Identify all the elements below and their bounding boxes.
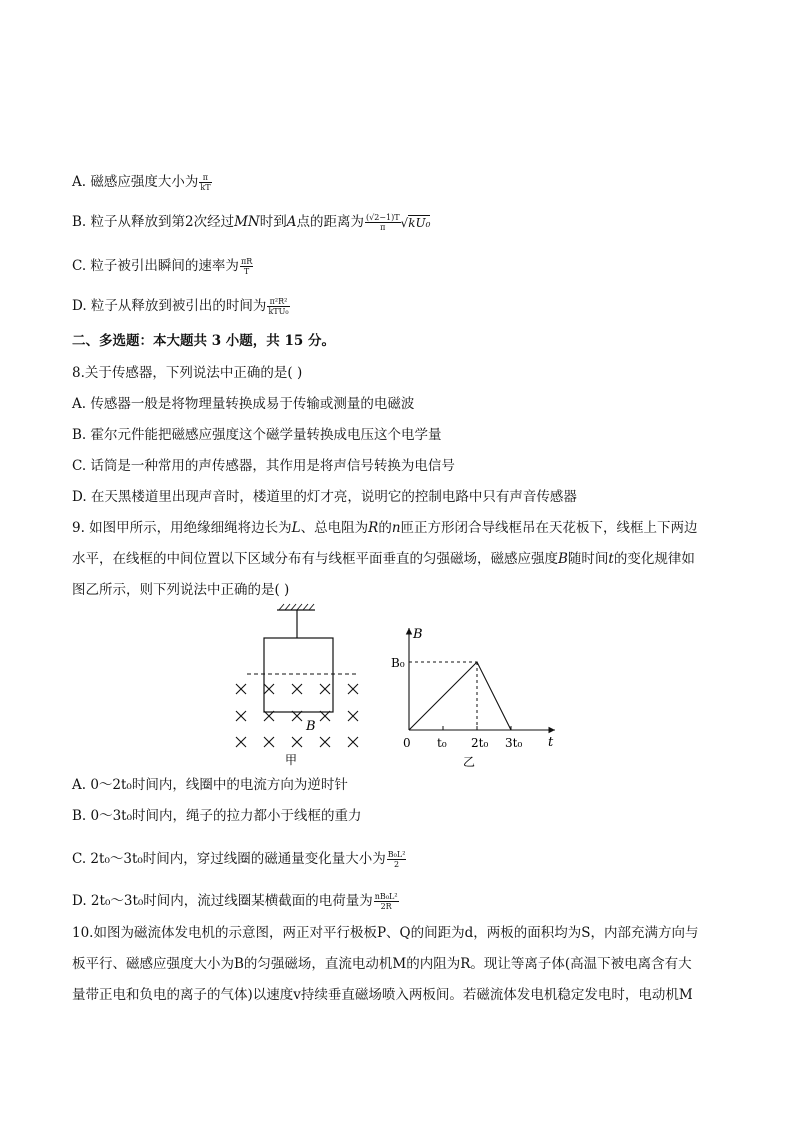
y-tick-label: B₀ (391, 656, 405, 670)
x-tick-label: t₀ (437, 736, 447, 750)
q10-line2: 板平行、磁感应强度大小为B的匀强磁场，直流电动机M的内阻为R。现让等离子体(高温下被电离含有大 (72, 956, 692, 972)
figure-label-jia: 甲 (285, 753, 298, 767)
q7-option-d: D. 粒子从释放到被引出的时间为 $\frac{\text{π²R²}}{\text{kTU₀}}$ (72, 297, 289, 316)
q7-option-a: A. 磁感应强度大小为 $\frac{\pi}{kT}$ (72, 173, 211, 192)
q10-line1: 10.如图为磁流体发电机的示意图，两正对平行极板P、Q的间距为d，两板的面积均为S，内部充满方向与 (72, 925, 699, 941)
x-tick-label: 0 (403, 736, 411, 750)
x-tick-label: 3t₀ (505, 736, 523, 750)
formula: $\frac{\text{B₀L²}}{2}$ (387, 850, 406, 869)
q9-stem-line2: 水平，在线框的中间位置以下区域分布有与线框平面垂直的匀强磁场，磁感应强度B随时间t的变化规律如 (72, 551, 695, 567)
figure-yi-graph (385, 620, 565, 772)
q9-option-a: A. 0～2t₀时间内，线圈中的电流方向为逆时针 (72, 777, 348, 793)
formula: $\frac{\text{π²R²}}{\text{kTU₀}}$ (268, 297, 289, 316)
q8-option-b: B. 霍尔元件能把磁感应强度这个磁学量转换成电压这个电学量 (72, 427, 442, 443)
field-label-b: B (306, 719, 316, 734)
q9-option-d: D. 2t₀～3t₀时间内，流过线圈某横截面的电荷量为 $\frac{\text{nB₀L²}}{2R}$ (72, 892, 398, 911)
q9-option-c: C. 2t₀～3t₀时间内，穿过线圈的磁通量变化量大小为 $\frac{\text{B₀L²}}{2}$ (72, 850, 406, 869)
y-axis-label: B (413, 627, 423, 642)
formula: $\frac{\pi R}{T}$ (240, 257, 253, 276)
x-axis-label: t (548, 735, 554, 750)
q7-option-b: B. 粒子从释放到第2次经过MN时到A点的距离为 $\frac{(√2-1)T}{\pi}$ √kU₀ (72, 213, 431, 232)
q10-line3: 量带正电和负电的离子的气体)以速度v持续垂直磁场喷入两板间。若磁流体发电机稳定发电时，电动机M (72, 987, 693, 1003)
q8-option-c: C. 话筒是一种常用的声传感器，其作用是将声信号转换为电信号 (72, 458, 455, 474)
formula: $\frac{\text{nB₀L²}}{2R}$ (374, 892, 398, 911)
q7-option-c: C. 粒子被引出瞬间的速率为 $\frac{\pi R}{T}$ (72, 257, 253, 276)
q9-stem-line3: 图乙所示，则下列说法中正确的是( ) (72, 582, 290, 598)
formula: $\frac{\pi}{kT}$ (200, 173, 211, 192)
section-title: 二、多选题：本大题共 3 小题，共 15 分。 (72, 333, 335, 349)
formula: $\frac{(√2-1)T}{\pi}$ (365, 213, 400, 232)
q9-option-b: B. 0～3t₀时间内，绳子的拉力都小于线框的重力 (72, 808, 362, 824)
sqrt-formula: √kU₀ (400, 215, 431, 230)
q8-option-d: D. 在天黑楼道里出现声音时，楼道里的灯才亮，说明它的控制电路中只有声音传感器 (72, 489, 577, 505)
q8-option-a: A. 传感器一般是将物理量转换成易于传输或测量的电磁波 (72, 396, 415, 412)
series-line (409, 662, 511, 730)
x-tick-label: 2t₀ (471, 736, 489, 750)
figure-jia (225, 600, 375, 770)
q9-stem-line1: 9. 如图甲所示，用绝缘细绳将边长为L、总电阻为R的n匝正方形闭合导线框吊在天花板下，线框上下两边 (72, 520, 698, 536)
figure-label-yi: 乙 (463, 755, 476, 769)
q8-stem: 8.关于传感器，下列说法中正确的是( ) (72, 365, 303, 381)
